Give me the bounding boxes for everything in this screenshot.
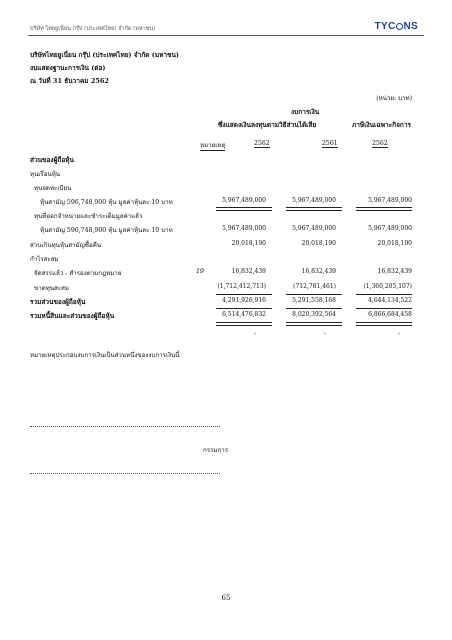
equity-heading: ส่วนของผู้ถือหุ้น [30,156,74,164]
registered-shares-value-2: 5,967,489,000 [292,197,336,204]
legal-reserve-value-3: 16,832,439 [377,268,412,275]
logo-text-right: NS [403,21,418,32]
dash-value-3: - [397,330,400,337]
deficit-label: ขาดทุนสะสม [34,285,69,292]
legal-reserve-label: จัดสรรแล้ว - สำรองตามกฎหมาย [34,270,122,277]
statement-date: ณ วันที่ 31 ธันวาคม 2562 [30,77,109,85]
director-label: กรรมการ [203,447,229,454]
year-header-1: 2562 [254,140,270,147]
registered-shares-label: หุ้นสามัญ 596,748,900 หุ้น มูลค่าหุ้นละ 10 บาท [40,199,173,206]
total-double-underline [356,322,412,326]
note-column-header: หมายเหตุ [200,142,226,149]
double-underline [356,207,412,211]
registered-shares-value-3: 5,967,489,000 [368,197,412,204]
premium-value-2: 20,018,190 [301,240,336,247]
company-logo [375,21,418,32]
subtotal-underline [356,294,412,295]
logo-ring-icon [396,23,403,30]
issued-capital-label: ทุนที่ออกจำหน่ายและชำระเต็มมูลค่าแล้ว [34,213,143,220]
dash-value-1: - [253,330,256,337]
subtotal-underline [286,294,342,295]
logo-text-left: TYC [374,21,396,32]
column-sub-label-1: ซึ่งแสดงเงินลงทุนตามวิธีส่วนได้เสีย [218,121,317,129]
premium-label: ส่วนเกินทุนหุ้นสามัญซื้อคืน [30,242,102,249]
double-underline [216,207,272,211]
total-equity-value-3: 4,644,134,522 [368,297,412,304]
subtotal-underline [216,308,272,309]
premium-value-1: 20,018,190 [231,240,266,247]
column-group-label: งบการเงิน [291,108,320,116]
total-double-underline [216,322,272,326]
retained-earnings-label: กำไรสะสม [30,256,59,263]
legal-reserve-note: 19 [196,268,204,275]
legal-reserve-value-2: 16,832,439 [301,268,336,275]
total-liab-equity-value-2: 8,020,392,564 [292,311,336,318]
deficit-value-3: (1,360,205,107) [363,283,412,290]
total-liab-equity-value-1: 6,514,476,832 [222,311,266,318]
year-header-2: 2561 [322,140,338,147]
issued-shares-value-3: 5,967,489,000 [368,225,412,232]
double-underline [286,207,342,211]
premium-value-3: 20,018,190 [377,240,412,247]
total-double-underline [286,322,342,326]
page-number: 65 [221,594,231,602]
total-equity-label: รวมส่วนของผู้ถือหุ้น [30,298,86,306]
subtotal-underline [356,308,412,309]
header-company-name: บริษัท ไทยยูเนี่ยน กรุ๊ป (ประเทศไทย) จำกัด (มหาชน) [30,26,156,32]
issued-shares-label: หุ้นสามัญ 596,748,900 หุ้น มูลค่าหุ้นละ 10 บาท [40,227,173,234]
subtotal-underline [216,294,272,295]
column-sub-label-2: ภาษีเงินเฉพาะกิจการ [352,121,411,129]
signature-line-2 [30,473,220,474]
issued-shares-value-1: 5,967,489,000 [222,225,266,232]
dash-value-2: - [323,330,326,337]
statement-title: งบแสดงฐานะการเงิน (ต่อ) [30,64,106,72]
issued-shares-value-2: 5,967,489,000 [292,225,336,232]
total-equity-value-2: 5,291,558,168 [292,297,336,304]
year-header-3: 2562 [372,140,388,147]
share-capital-label: ทุนเรือนหุ้น [30,171,61,178]
subtotal-underline [286,308,342,309]
registered-capital-label: ทุนจดทะเบียน [34,185,72,192]
total-equity-value-1: 4,291,926,916 [222,297,266,304]
total-liab-equity-label: รวมหนี้สินและส่วนของผู้ถือหุ้น [30,312,115,320]
total-liab-equity-value-3: 6,866,684,458 [368,311,412,318]
notes-statement: หมายเหตุประกอบงบการเงินเป็นส่วนหนึ่งของงบการเงินนี้ [30,352,180,359]
company-title: บริษัทไทยยูเนี่ยน กรุ๊ป (ประเทศไทย) จำกัด (มหาชน) [30,51,179,59]
unit-label: (หน่วย: บาท) [376,95,412,102]
deficit-value-1: (1,712,412,713) [217,283,266,290]
header-rule [28,35,424,36]
signature-line-1 [30,426,220,427]
legal-reserve-value-1: 16,832,439 [231,268,266,275]
registered-shares-value-1: 5,967,489,000 [222,197,266,204]
deficit-value-2: (712,781,461) [293,283,336,290]
